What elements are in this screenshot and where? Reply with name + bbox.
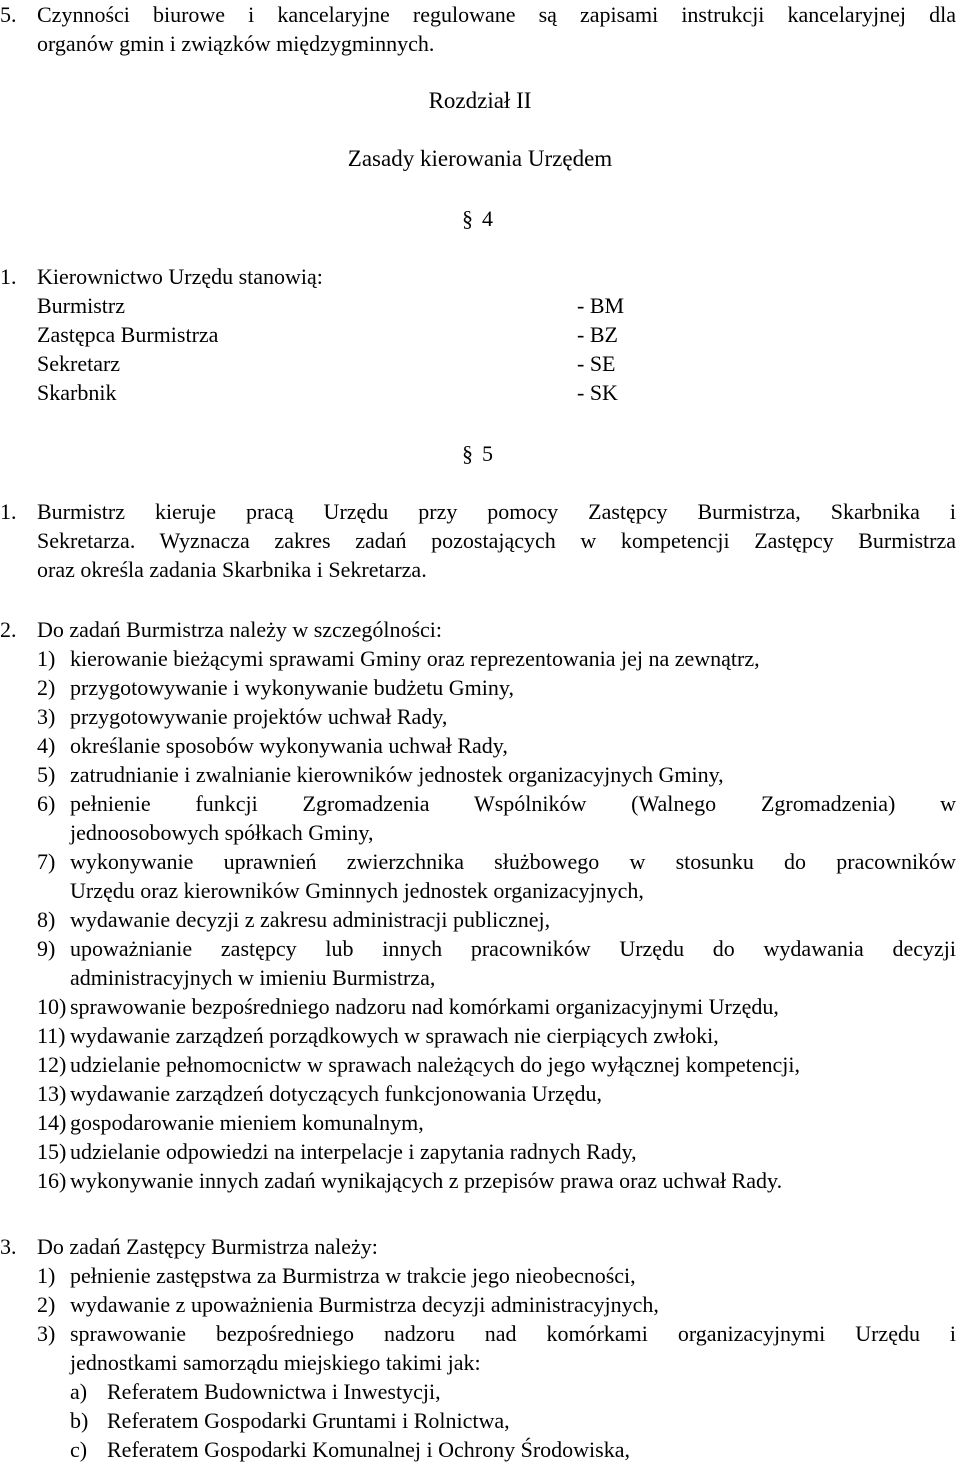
list-item-text: upoważnianie zastępcy lub innych pracowników Urzędu do wydawania decyzji — [70, 936, 956, 961]
chapter-title: Rozdział II — [428, 88, 532, 113]
role-name-zastepca: Zastępca Burmistrza — [37, 322, 219, 347]
list-item-number: 14) — [37, 1110, 67, 1135]
list-item-number: 1) — [37, 1263, 56, 1288]
list-item-number: 3) — [37, 1321, 56, 1346]
par5-p3-lead: Do zadań Zastępcy Burmistrza należy: — [37, 1234, 378, 1259]
list-item-text: gospodarowanie mieniem komunalnym, — [70, 1110, 424, 1135]
sub-item-letter: c) — [70, 1437, 88, 1462]
list-item-text: wykonywanie uprawnień zwierzchnika służbowego w stosunku do pracowników — [70, 849, 956, 874]
list-item-text: sprawowanie bezpośredniego nadzoru nad komórkami organizacyjnymi Urzędu i — [70, 1321, 956, 1346]
list-item-text: jednostkami samorządu miejskiego takimi jak: — [70, 1350, 481, 1375]
par5-p1-line-2 — [37, 526, 956, 555]
intro-num: 5. — [0, 2, 17, 27]
list-item-number: 2) — [37, 675, 56, 700]
list-item-text: określanie sposobów wykonywania uchwał Rady, — [70, 733, 508, 758]
list-item-number: 2) — [37, 1292, 56, 1317]
paragraph-5-heading — [462, 439, 493, 468]
list-item-text: udzielanie odpowiedzi na interpelacje i zapytania radnych Rady, — [70, 1139, 637, 1164]
list-item-text: Urzędu oraz kierowników Gminnych jednostek organizacyjnych, — [70, 878, 644, 903]
sub-item-text: Referatem Budownictwa i Inwestycji, — [107, 1379, 441, 1404]
role-name-skarbnik: Skarbnik — [37, 380, 117, 405]
list-item-text: jednoosobowych spółkach Gminy, — [70, 820, 374, 845]
list-item-number: 11) — [37, 1023, 66, 1048]
list-item-number: 6) — [37, 791, 56, 816]
list-item-number: 5) — [37, 762, 56, 787]
list-item-text: wydawanie z upoważnienia Burmistrza decyzji administracyjnych, — [70, 1292, 659, 1317]
list-item-number: 15) — [37, 1139, 67, 1164]
par5-p1-text-3: oraz określa zadania Skarbnika i Sekretarza. — [37, 557, 427, 582]
par4-lead: Kierownictwo Urzędu stanowią: — [37, 264, 323, 289]
paragraph-4-heading — [462, 204, 493, 233]
par4-lead-num: 1. — [0, 264, 17, 289]
par5-p1-line-1 — [37, 497, 956, 526]
sub-item-text: Referatem Gospodarki Komunalnej i Ochrony Środowiska, — [107, 1437, 630, 1462]
role-code-sk: - SK — [577, 380, 618, 405]
list-item-text: kierowanie bieżącymi sprawami Gminy oraz reprezentowania jej na zewnątrz, — [70, 646, 760, 671]
par5-p2-lead: Do zadań Burmistrza należy w szczególności: — [37, 617, 443, 642]
par5-p1-num: 1. — [0, 499, 17, 524]
list-item-text: wydawanie zarządzeń porządkowych w sprawach nie cierpiących zwłoki, — [70, 1023, 719, 1048]
sub-item-letter: b) — [70, 1408, 89, 1433]
list-item-text: udzielanie pełnomocnictw w sprawach należących do jego wyłącznej kompetencji, — [70, 1052, 800, 1077]
chapter-subtitle: Zasady kierowania Urzędem — [347, 146, 613, 171]
sub-item-text: Referatem Gospodarki Gruntami i Rolnictwa, — [107, 1408, 510, 1433]
list-item-text: przygotowywanie i wykonywanie budżetu Gminy, — [70, 675, 514, 700]
par5-p1-text-2: Sekretarza. Wyznacza zakres zadań pozostających w kompetencji Zastępcy Burmistrza — [37, 528, 956, 553]
list-item-text: wykonywanie innych zadań wynikających z przepisów prawa oraz uchwał Rady. — [70, 1168, 783, 1193]
list-item-number: 9) — [37, 936, 56, 961]
list-item-number: 3) — [37, 704, 56, 729]
section-sign: § — [462, 441, 473, 466]
list-item-text: sprawowanie bezpośredniego nadzoru nad komórkami organizacyjnymi Urzędu, — [70, 994, 779, 1019]
intro-text-line-2 — [37, 29, 434, 58]
par5-p2-num: 2. — [0, 617, 17, 642]
list-item-text: administracyjnych w imieniu Burmistrza, — [70, 965, 436, 990]
list-item-text: przygotowywanie projektów uchwał Rady, — [70, 704, 448, 729]
role-code-bz: - BZ — [577, 322, 618, 347]
intro-text-2: organów gmin i związków międzygminnych. — [37, 31, 435, 56]
list-item-text: zatrudnianie i zwalnianie kierowników jednostek organizacyjnych Gminy, — [70, 762, 724, 787]
par5-p1-text-1: Burmistrz kieruje pracą Urzędu przy pomocy Zastępcy Burmistrza, Skarbnika i — [37, 499, 956, 524]
list-item-text: pełnienie zastępstwa za Burmistrza w trakcie jego nieobecności, — [70, 1263, 636, 1288]
par5-p3-num: 3. — [0, 1234, 17, 1259]
role-code-bm: - BM — [577, 293, 625, 318]
list-item-number: 4) — [37, 733, 56, 758]
list-item-number: 8) — [37, 907, 56, 932]
list-item-number: 16) — [37, 1168, 67, 1193]
sub-item-letter: a) — [70, 1379, 88, 1404]
list-item-number: 13) — [37, 1081, 67, 1106]
list-item-text: pełnienie funkcji Zgromadzenia Wspólników (Walnego Zgromadzenia) w — [70, 791, 956, 816]
intro-text-line-1 — [37, 0, 956, 29]
list-item-number: 1) — [37, 646, 56, 671]
list-item-number: 10) — [37, 994, 67, 1019]
list-item-text: wydawanie decyzji z zakresu administracji publicznej, — [70, 907, 551, 932]
role-code-se: - SE — [577, 351, 616, 376]
paragraph-4-number: 4 — [482, 206, 493, 231]
list-item-number: 12) — [37, 1052, 67, 1077]
list-item-number: 7) — [37, 849, 56, 874]
list-item-text: wydawanie zarządzeń dotyczących funkcjonowania Urzędu, — [70, 1081, 603, 1106]
role-name-sekretarz: Sekretarz — [37, 351, 121, 376]
section-sign: § — [462, 206, 473, 231]
role-name-burmistrz: Burmistrz — [37, 293, 125, 318]
intro-text-1: Czynności biurowe i kancelaryjne regulowane są zapisami instrukcji kancelaryjnej dla — [37, 2, 956, 27]
paragraph-5-number: 5 — [482, 441, 493, 466]
